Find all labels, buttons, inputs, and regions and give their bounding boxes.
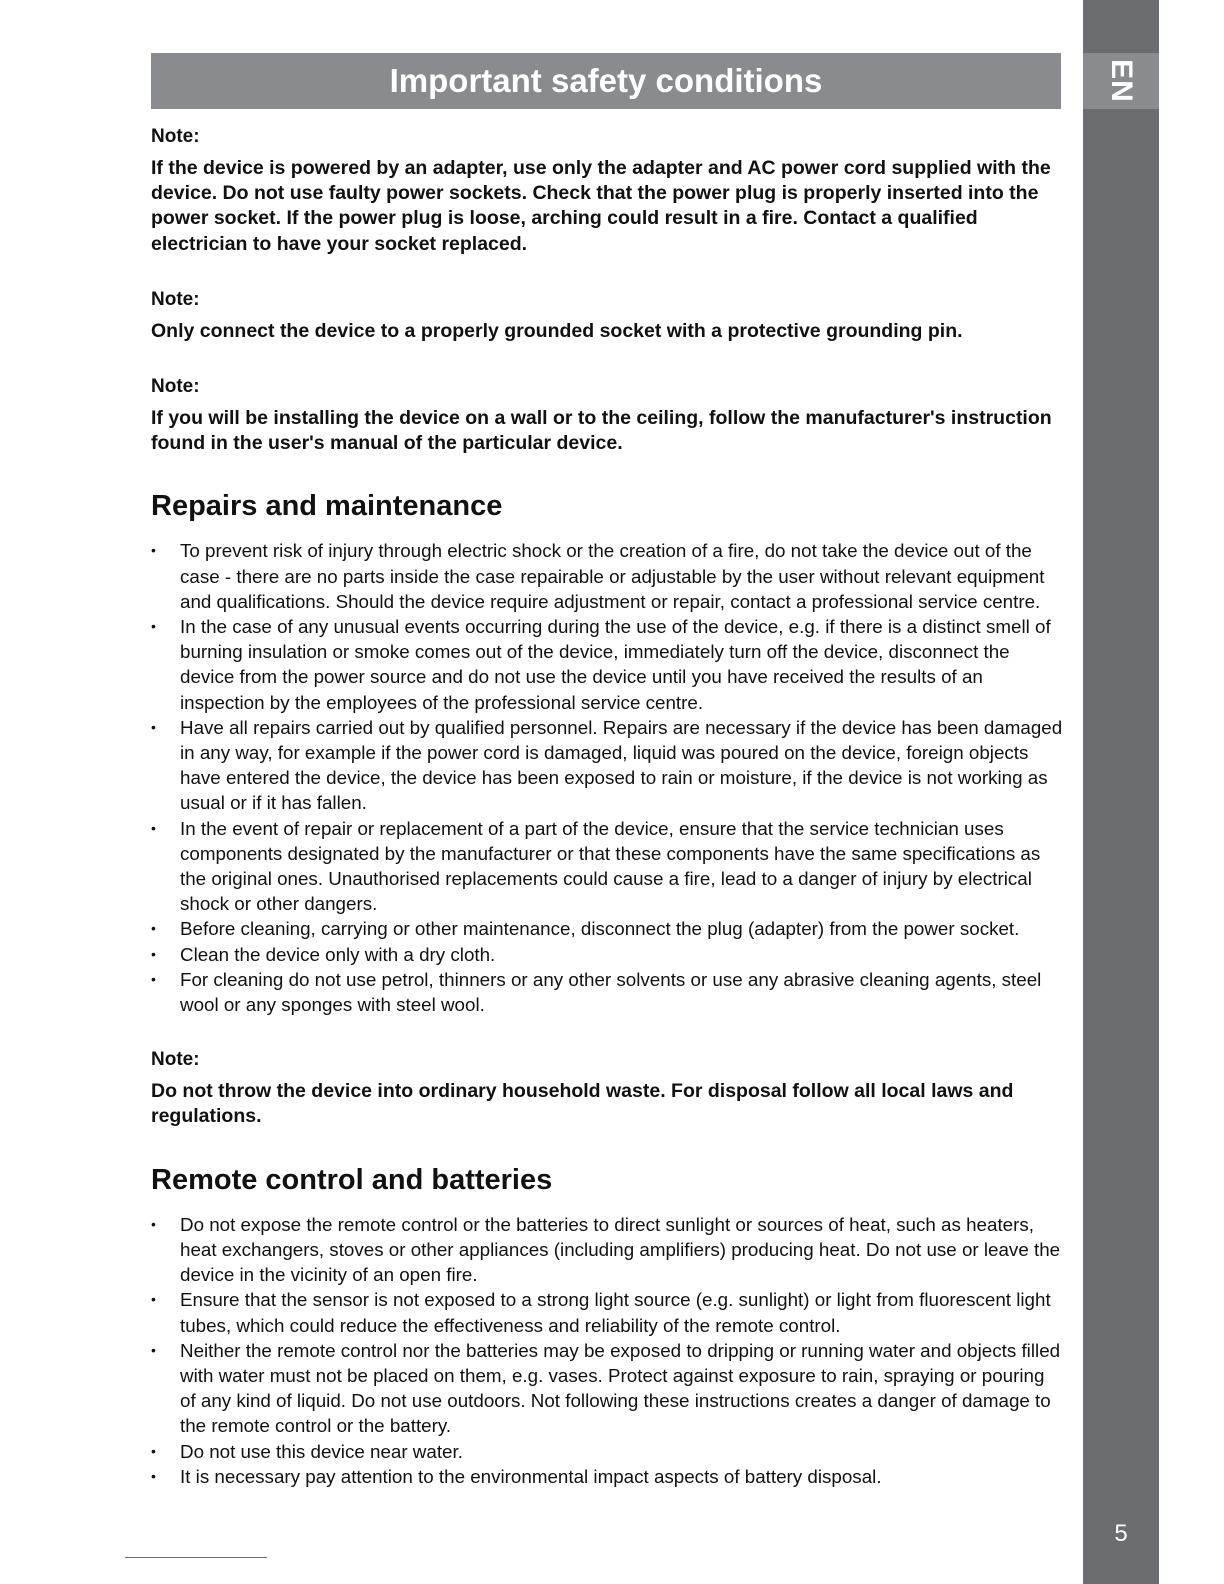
note-block [151, 124, 1063, 257]
repairs-list [151, 538, 1063, 1017]
list-item: • Have all repairs carried out by qualified personnel. Repairs are necessary if the device has been damaged in any way, for example if the power cord is damaged, liquid was poured on the device, foreign objects have entered the device, the device has been exposed to rain or moisture, if the device is not working as usual or if it has fallen. [151, 715, 1063, 816]
remote-list [151, 1212, 1063, 1489]
note-text: If you will be installing the device on a wall or to the ceiling, follow the manufacturer's instruction found in the user's manual of the particular device. [151, 407, 1052, 455]
list-item: • It is necessary pay attention to the environmental impact aspects of battery disposal. [151, 1464, 1063, 1489]
list-item: • In the event of repair or replacement of a part of the device, ensure that the service technician uses components designated by the manufacturer or that these components have the same specifications as the original ones. Unauthorised replacements could cause a fire, lead to a danger of injury by electrical shock or other dangers. [151, 816, 1063, 917]
list-item: • Do not use this device near water. [151, 1439, 1063, 1464]
note-label: Note: [151, 376, 200, 398]
note-block [151, 374, 1063, 456]
note-label: Note: [151, 126, 200, 147]
list-item: • Neither the remote control nor the batteries may be exposed to dripping or running water and objects filled with water must not be placed on them, e.g. vases. Protect against exposure to rain, spraying or pouring of any kind of liquid. Do not use outdoors. Not following these instructions creates a danger of damage to the remote control or the battery. [151, 1338, 1063, 1439]
page-title: Important safety conditions [151, 53, 1061, 109]
list-item: • To prevent risk of injury through electric shock or the creation of a fire, do not take the device out of the case - there are no parts inside the case repairable or adjustable by the user without relevant equipment and qualifications. Should the device require adjustment or repair, contact a professional service centre. [151, 538, 1063, 614]
language-tab-label: EN [1105, 59, 1138, 103]
list-item: • In the case of any unusual events occurring during the use of the device, e.g. if there is a distinct smell of burning insulation or smoke comes out of the device, immediately turn off the device, disconnect the device from the power source and do not use the device until you have received the results of an inspection by the employees of the professional service centre. [151, 614, 1063, 715]
note-block [151, 1047, 1063, 1129]
note-label: Note: [151, 1049, 200, 1071]
list-item: • Clean the device only with a dry cloth. [151, 942, 1063, 967]
language-tab [1083, 53, 1159, 109]
note-label: Note: [151, 288, 200, 310]
list-item: • Before cleaning, carrying or other maintenance, disconnect the plug (adapter) from the power socket. [151, 916, 1063, 941]
page-number: 5 [1114, 1520, 1128, 1547]
side-bar [1083, 0, 1159, 1584]
list-item: • Ensure that the sensor is not exposed to a strong light source (e.g. sunlight) or light from fluorescent light tubes, which could reduce the effectiveness and reliability of the remote control. [151, 1287, 1063, 1337]
note-text: If the device is powered by an adapter, use only the adapter and AC power cord supplied with the device. Do not use faulty power sockets. Check that the power plug is properly inserted into the power socket. If the power plug is loose, arching could result in a fire. Contact a qualified electrician to have your socket replaced. [151, 157, 1051, 255]
page-content [151, 124, 1063, 1489]
footnote-divider [125, 1557, 267, 1558]
note-text: Do not throw the device into ordinary household waste. For disposal follow all local laws and regulations. [151, 1080, 1014, 1128]
repairs-heading: Repairs and maintenance [151, 490, 503, 523]
list-item: • Do not expose the remote control or the batteries to direct sunlight or sources of heat, such as heaters, heat exchangers, stoves or other appliances (including amplifiers) producing heat. Do not use or leave the device in the vicinity of an open fire. [151, 1212, 1063, 1288]
note-block [151, 287, 1063, 344]
note-text: Only connect the device to a properly grounded socket with a protective grounding pin. [151, 319, 963, 342]
remote-heading: Remote control and batteries [151, 1163, 553, 1196]
list-item: • For cleaning do not use petrol, thinners or any other solvents or use any abrasive cleaning agents, steel wool or any sponges with steel wool. [151, 967, 1063, 1017]
